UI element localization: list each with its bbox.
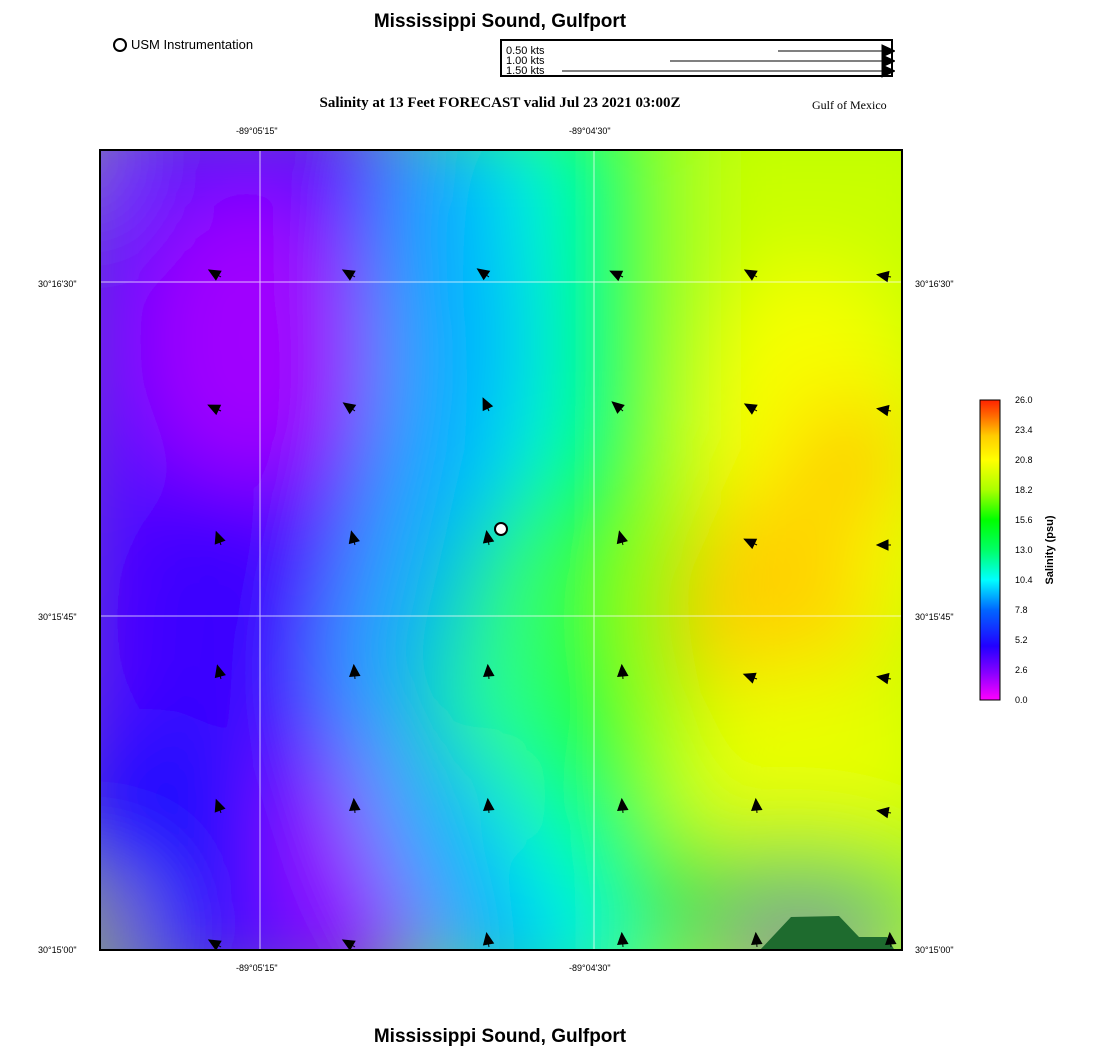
latitude-label: 30°16'30" xyxy=(915,279,954,289)
vector-scale-arrows xyxy=(502,41,895,79)
colorbar-tick: 0.0 xyxy=(1015,695,1028,705)
colorbar-tick: 18.2 xyxy=(1015,485,1033,495)
station-legend-label: USM Instrumentation xyxy=(131,37,254,52)
vector-scale-label: 1.50 kts xyxy=(506,65,545,77)
station-legend xyxy=(113,37,253,52)
arrow-head-icon xyxy=(882,45,895,57)
footer-title: Mississippi Sound, Gulfport xyxy=(373,1026,627,1047)
salinity-colorbar xyxy=(978,397,1002,703)
longitude-label: -89°05'15" xyxy=(236,126,278,136)
usm-instrument-marker xyxy=(495,523,507,535)
vector-scale-label: 0.50 kts xyxy=(506,45,545,57)
latitude-label: 30°15'45" xyxy=(915,612,954,622)
colorbar-tick: 5.2 xyxy=(1015,635,1028,645)
colorbar-tick: 15.6 xyxy=(1015,515,1033,525)
latitude-label: 30°15'00" xyxy=(38,945,77,955)
colorbar-tick: 2.6 xyxy=(1015,665,1028,675)
vector-scale-legend xyxy=(500,39,893,77)
arrow-head-icon xyxy=(882,65,895,77)
salinity-map xyxy=(99,149,903,951)
salinity-field xyxy=(99,149,903,951)
station-marker-icon xyxy=(113,38,127,52)
colorbar-tick: 10.4 xyxy=(1015,575,1033,585)
latitude-label: 30°16'30" xyxy=(38,279,77,289)
vector-scale-label: 1.00 kts xyxy=(506,55,545,67)
colorbar-tick: 23.4 xyxy=(1015,425,1033,435)
colorbar-tick: 13.0 xyxy=(1015,545,1033,555)
map-title: Mississippi Sound, Gulfport xyxy=(373,11,627,32)
longitude-label: -89°05'15" xyxy=(236,963,278,973)
latitude-label: 30°15'00" xyxy=(915,945,954,955)
longitude-label: -89°04'30" xyxy=(569,963,611,973)
map-subtitle: Salinity at 13 Feet FORECAST valid Jul 23 2021 03:00Z xyxy=(319,95,681,111)
arrow-head-icon xyxy=(882,55,895,67)
colorbar-tick: 7.8 xyxy=(1015,605,1028,615)
colorbar-title: Salinity (psu) xyxy=(1044,515,1056,585)
latitude-label: 30°15'45" xyxy=(38,612,77,622)
region-label: Gulf of Mexico xyxy=(812,98,887,112)
longitude-label: -89°04'30" xyxy=(569,126,611,136)
colorbar-tick: 20.8 xyxy=(1015,455,1033,465)
colorbar-tick: 26.0 xyxy=(1015,395,1033,405)
